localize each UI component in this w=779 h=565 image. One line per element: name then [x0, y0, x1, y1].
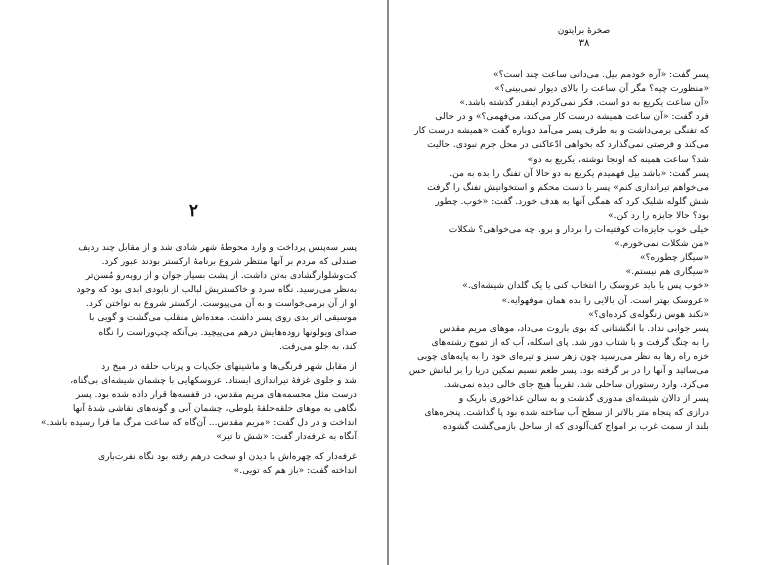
right-page-body	[408, 68, 709, 434]
text-line: پسر جوابی نداد. با انگشتانی که بوی باروت می‌داد، موهای مریم مقدس	[439, 322, 709, 334]
text-line: بود؟ حالا جایزه را رد کن.»	[608, 209, 709, 221]
text-line: «منظورت چیه؟ مگر آن ساعت را بالای دیوار نمی‌بینی؟»	[494, 83, 709, 95]
text-line: صندلی که مردم بر آنها منتظر شروع برنامهٔ ارکستر بودند عبور کرد.	[101, 256, 357, 268]
text-line: پسر سه‌پنس پرداخت و وارد محوطهٔ شهر شادی شد و از مقابل چند ردیف	[78, 242, 357, 253]
text-line: فرد گفت: «آن ساعت همیشه درست کار می‌کند، می‌فهمی؟» و در حالی	[435, 111, 709, 123]
text-line: شش گلوله شلیک کرد که همگی آنها به هدف خورد. گفت: «خوب. چطور	[435, 195, 709, 207]
text-line: می‌سائید و آنها را در بر گرفته بود. پسر طعم نسیم نمکین دریا را بر لبانش حس	[408, 364, 709, 376]
text-line: خیلی خوب جایزه‌ات کوفتیه‌ات را بردار و برو. چه می‌خواهی؟ شکلات	[448, 224, 709, 236]
text-line: «نکند هوس زنگوله‌ی کرده‌ای؟»	[588, 308, 709, 320]
page-number: ۳۸	[578, 38, 590, 49]
left-page	[0, 0, 387, 565]
text-line: کت‌وشلوارگشادی به‌تن داشت. از پشت بسیار جوان و از روبه‌رو مُسن‌تر	[85, 270, 357, 282]
text-line: «عروسک بهتر است. آن بالایی را بده همان موفهوایه.»	[501, 294, 709, 306]
text-line: درازی که پنجاه متر بالاتر از سطح آب ساخته شده بود پا گذاشت. پنجره‌های	[424, 407, 709, 419]
text-line: انداخته گفت: «باز هم که تویی.»	[233, 465, 357, 477]
text-line: «خوب پس یا باید عروسک را انتخاب کنی یا یک گلدان شیشه‌ای.»	[462, 280, 709, 292]
text-line: «سیگار چطوره؟»	[639, 252, 709, 264]
text-line: پسر از دالان شیشه‌ای مدوری گذشت و به سالن غذاخوری باریک و	[458, 393, 709, 405]
paragraph	[40, 360, 357, 445]
text-line: پسر گفت: «آره خودمم بیل. می‌دانی ساعت چند است؟»	[493, 69, 709, 80]
text-line: کند، به جلو می‌رفت.	[279, 340, 357, 352]
text-line: «سیگاری هم نیستم.»	[625, 266, 709, 278]
text-line: صدای ویولونها روده‌هایش درهم می‌پیچید. بی‌آنکه چپ‌وراست را نگاه	[98, 326, 357, 338]
text-line: «من شکلات نمی‌خورم.»	[614, 238, 709, 250]
text-line: که تفنگی برمی‌داشت و به طرف پسر می‌آمد دوباره گفت «همیشه درست کار	[414, 125, 709, 137]
text-line: شد و جلوی غرفهٔ تیراندازی ایستاد. عروسکهایی با چشمان شیشه‌ای بی‌گناه،	[70, 374, 357, 386]
paragraph	[76, 241, 357, 354]
text-line: غرفه‌دار که چهره‌اش با دیدن او سخت درهم رفته بود نگاه نفرت‌باری	[97, 451, 357, 463]
text-line: به‌نظر می‌رسید. نگاه سرد و خاکستریش لبالب از نابودی ابدی بود که وجود	[76, 284, 357, 296]
text-line: می‌کرد. وارد رستوران ساحلی شد. تقریباً هیچ جای خالی دیده نمی‌شد.	[443, 379, 709, 391]
left-page-body	[40, 241, 357, 479]
text-line: او از آن برمی‌خواست و به آن می‌پیوست. ارکستر شروع به نواختن کرد.	[85, 298, 357, 310]
text-line: پسر گفت: «باشد بیل فهمیدم یکربع به دو حالا آن تفنگ را بده به من.	[449, 167, 709, 179]
text-line: نگاهی به موهای حلقه‌حلقهٔ بلوطی، چشمان آبی و گونه‌های نقاشی شدهٔ آنها	[72, 403, 357, 415]
text-line: انداخت و در دل گفت: «مریم مقدس... آن‌گاه که ساعت مرگ ما فرا رسیده باشد.»	[40, 417, 357, 429]
text-line: آنگاه به غرفه‌دار گفت: «شش تا تیر»	[216, 431, 357, 443]
chapter-number: ۲	[188, 201, 199, 221]
text-line: درست مثل مجسمه‌های مریم مقدس، در قفسه‌ها قرار داده شده بود. پسر	[75, 388, 357, 400]
text-line: را به چنگ گرفت و با شتاب دور شد. پای اسکله، آب که از تموج رشته‌های	[431, 336, 709, 348]
text-line: می‌خواهم تیراندازی کنم» پسر با دست محکم و استخوانیش تفنگ را گرفت	[427, 181, 709, 193]
text-line: خزه راه رها به نظر می‌رسید چون زهر سبز و تیره‌ای خود را به پایه‌های چوبی	[417, 350, 709, 362]
text-line: موسیقی اثر بدی روی پسر داشت. معده‌اش منقلب می‌گشت و گویی با	[89, 312, 357, 324]
right-page	[389, 0, 779, 565]
text-line: شد؟ ساعت همینه که اونجا نوشته، یکربع به دو»	[527, 153, 709, 165]
text-line: بلند از سمت غرب بر امواج کف‌آلودی که از ساحل بازمی‌گشت گشوده	[442, 421, 709, 433]
paragraph	[88, 450, 357, 478]
running-head: صخرهٔ برایتون	[557, 26, 611, 36]
text-line: می‌کند و فرصتی نمی‌گذارد که بخواهی ادّعاکنی در محل جرم نبودی. حالیت	[426, 139, 709, 151]
text-line: «آن ساعت یکریع به دو است. فکر نمی‌کردم اینقدر گذشته باشد.»	[459, 97, 709, 109]
text-line: از مقابل شهر فرنگی‌ها و ماشینهای جک‌پات و پرتاب حلقه در میخ رد	[101, 360, 357, 372]
